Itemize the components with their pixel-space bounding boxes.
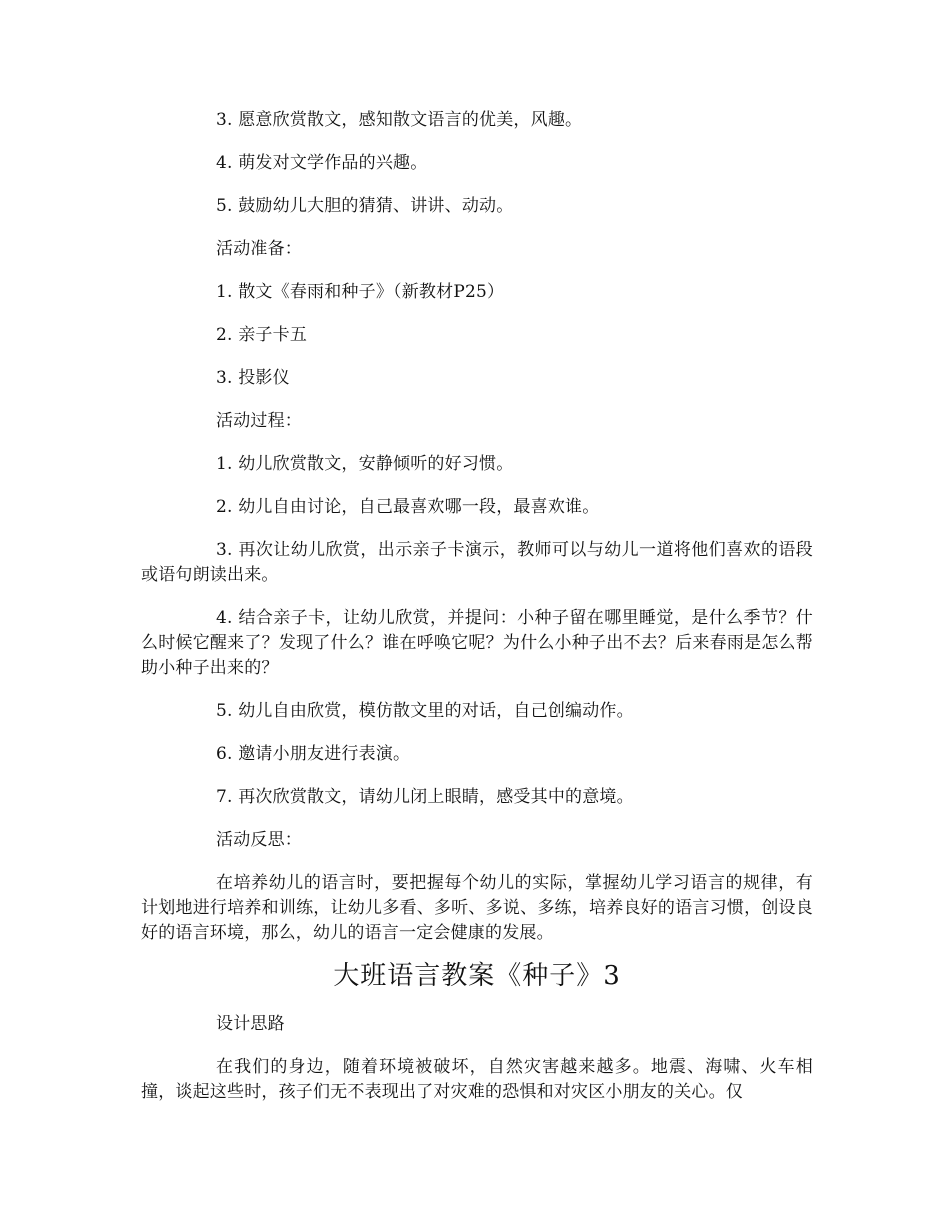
process-7: 7. 再次欣赏散文，请幼儿闭上眼睛，感受其中的意境。	[216, 787, 634, 807]
heading-design-idea: 设计思路	[216, 1014, 285, 1034]
goal-3: 3. 愿意欣赏散文，感知散文语言的优美，风趣。	[216, 110, 583, 130]
prep-3: 3. 投影仪	[216, 368, 290, 388]
prep-1: 1. 散文《春雨和种子》（新教材P25）	[216, 282, 505, 302]
process-2: 2. 幼儿自由讨论，自己最喜欢哪一段，最喜欢谁。	[216, 497, 600, 517]
process-1: 1. 幼儿欣赏散文，安静倾听的好习惯。	[216, 454, 514, 474]
reflection-text: 在培养幼儿的语言时，要把握每个幼儿的实际，掌握幼儿学习语言的规律，有计划地进行培养和训练，让幼儿多看、多听、多说、多练，培养良好的语言习惯，创设良好的语言环境，那么，幼儿的语言一定会健康的发展。	[141, 873, 813, 943]
prep-2: 2. 亲子卡五	[216, 325, 308, 345]
goal-4: 4. 萌发对文学作品的兴趣。	[216, 153, 428, 173]
process-6: 6. 邀请小朋友进行表演。	[216, 744, 411, 764]
section-title: 大班语言教案《种子》3	[333, 961, 621, 991]
process-3: 3. 再次让幼儿欣赏，出示亲子卡演示，教师可以与幼儿一道将他们喜欢的语段或语句朗读出来。	[141, 540, 813, 585]
heading-preparation: 活动准备：	[216, 239, 302, 259]
process-4: 4. 结合亲子卡，让幼儿欣赏，并提问：小种子留在哪里睡觉，是什么季节？什么时候它醒来了？发现了什么？谁在呼唤它呢？为什么小种子出不去？后来春雨是怎么帮助小种子出来的？	[141, 608, 813, 678]
process-5: 5. 幼儿自由欣赏，模仿散文里的对话，自己创编动作。	[216, 701, 634, 721]
goal-5: 5. 鼓励幼儿大胆的猜猜、讲讲、动动。	[216, 196, 514, 216]
document-body	[141, 108, 813, 1105]
heading-reflection: 活动反思：	[216, 830, 302, 850]
design-idea-text: 在我们的身边，随着环境被破坏，自然灾害越来越多。地震、海啸、火车相撞，谈起这些时，孩子们无不表现出了对灾难的恐惧和对灾区小朋友的关心。仅	[141, 1057, 813, 1102]
heading-process: 活动过程：	[216, 411, 302, 431]
